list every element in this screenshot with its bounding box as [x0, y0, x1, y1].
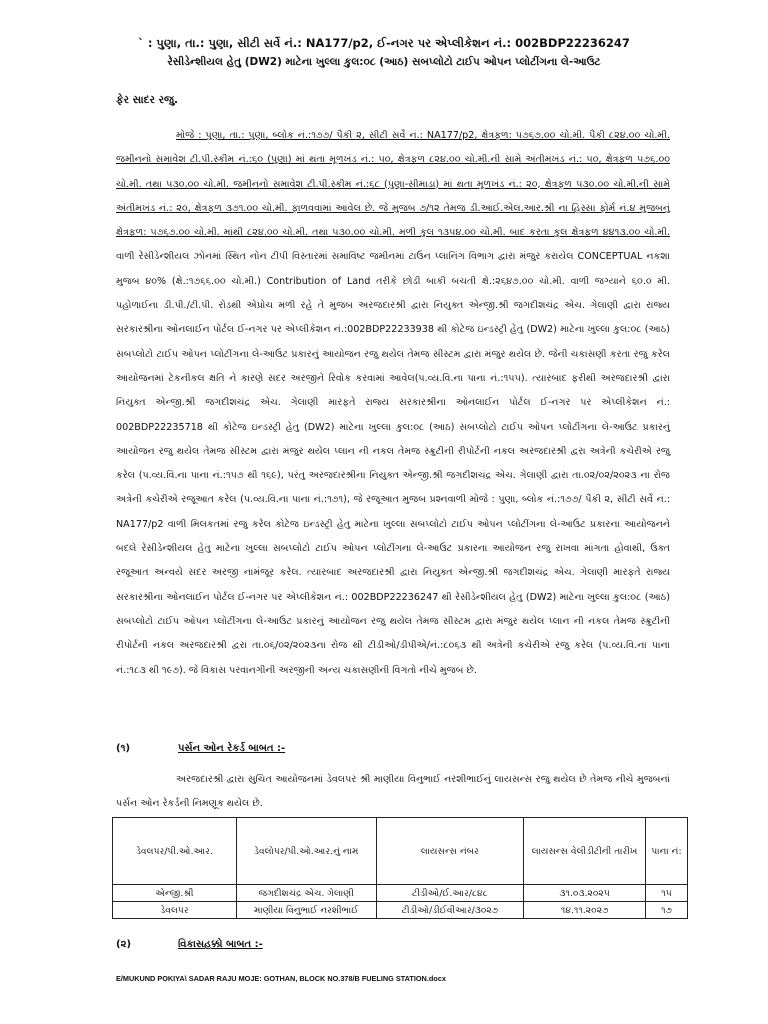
document-footer-path: E/MUKUND POKIYA\ SADAR RAJU MOJE: GOTHAN, BLOCK NO.378/B FUELING STATION.docx [116, 974, 446, 983]
table-cell: ૧૭ [646, 902, 688, 919]
table-cell: ૧૫ [646, 885, 688, 902]
section-1-paragraph [116, 768, 670, 816]
table-header-cell: લાયસન્સ નંબર [376, 818, 524, 885]
table-header-cell: ડેવલપર/પી.ઓ.આર. [113, 818, 237, 885]
table-header-cell: ડેવલોપર/પી.ઓ.આર.નું નામ [236, 818, 376, 885]
table-cell: ટીડીઓ/ડીઈવીઆર/૩૦૨૭ [376, 902, 524, 919]
document-header-line1: ` : પુણા, તા.: પુણા, સીટી સર્વે નં.: NA177/p2, ઈ-નગર પર એપ્લીકેશન નં.: 002BDP22236247 [138, 36, 630, 50]
salutation: ફેર સાદર રજુ. [116, 94, 178, 106]
table-cell: ૩૧.૦૩.૨૦૨૫ [524, 885, 646, 902]
main-paragraph-underlined: મોજે : પુણા, તા.: પુણા, બ્લોક નં.:૧૭૭/ પૈકી ૨, સીટી સર્વે નં.: NA177/p2, ક્ષેત્રફળ: ૫૭૬૭.૦૦ ચો.મી. પૈકી ૮૨૪.૦૦ ચો.મી. જમીનનો સમાવેશ ટી.પી.સ્કીમ નં.:૬૦ (પુણા) માં થતા મૂળખંડ નં.: ૫૦, ક્ષેત્રફળ ૮૨૪.૦૦ ચો.મી.ની સામે અંતીમખંડ નં.: ૫૦, ક્ષેત્રફળ ૫૭૬.૦૦ ચો.મી. તથા ૫૩૦.૦૦ ચો.મી. જમીનનો સમાવેશ ટી.પી.સ્કીમ નં.:૬૮ (પુણા-સીમાડા) માં થતા મૂળખંડ નં.: ૨૦, ક્ષેત્રફળ ૫૩૦.૦૦ ચો.મી.ની સામે અંતીમખંડ નં.: ૨૦, ક્ષેત્રફળ ૩૭૧.૦૦ ચો.મી. ફાળવવામાં આવેલ છે. જે મુજબ ૭/૧૨ તેમજ ડી.આઈ.એલ.આર.શ્રી ના હિસ્સા ફોર્મ નં.૪ મુજબનું ક્ષેત્રફળ: ૫૭૬૭.૦૦ ચો.મી. માંથી ૮૨૪.૦૦ ચો.મી. તથા ૫૩૦.૦૦ ચો.મી. મળી કુલ ૧૩૫૪.૦૦ ચો.મી. બાદ કરતા કુલ ક્ષેત્રફળ ૪૪૧૩.૦૦ ચો.મી. [116, 130, 670, 239]
section-2-number: (૨) [116, 939, 132, 950]
table-header-cell: પાના નં: [646, 818, 688, 885]
table-cell: ડેવલપર [113, 902, 237, 919]
section-1-title: પર્સન ઓન રેકર્ડ બાબત :- [178, 743, 286, 754]
section-1-heading [116, 743, 285, 754]
table-cell: માણીયા વિનુભાઈ નરશીભાઈ [236, 902, 376, 919]
main-paragraph-rest: વાળી રેસીડેન્શીયલ ઝોનમાં સ્થિત નોન ટીપી વિસ્તારમાં સમાવિષ્ટ જમીનમાં ટાઉન પ્લાનિંગ વિભાગ દ્વારા મંજુર કરાયેલ CONCEPTUAL નકશા મુજબ ૪૦% (ક્ષે.:૧૭૬૬.૦૦ ચો.મી.) Contribution of Land તરીકે છોડી બાકી બચતી ક્ષે.:૨૬૪૭.૦૦ ચો.મી. વાળી જગ્યાને ૬૦.૦ મી. પહોળાઈના ડી.પી./ટી.પી. રોડથી એપ્રોચ મળી રહે તે મુજબ અરજદારશ્રી દ્વારા નિયુક્ત એન્જી.શ્રી જગદીશચંદ્ર એચ. ગેલાણી દ્વારા રાજ્ય સરકારશ્રીના ઓનલાઈન પોર્ટલ ઈ-નગર પર એપ્લીકેશન નં.:002BDP22233938 થી કોટેજ ઇન્ડસ્ટ્રી હેતુ (DW2) માટેના ખુલ્લા કુલ:૦૮ (આઠ) સબપ્લોટો ટાઈપ ઓપન પ્લોટીંગના લે-આઉટ પ્રકારનું આયોજન રજુ થયેલ તેમજ સીસ્ટમ દ્વારા મંજુર થયેલ છે. જેની ચકાસણી કરતા રજુ કરેલ આયોજનમાં ટેકનીકલ ક્ષતિ ને કારણે સદર અરજીને રિવોક કરવામાં આવેલ(પ.વ્ય.વિ.ના પાના નં.:૧૫૫). ત્યારબાદ ફરીથી અરજદારશ્રી દ્વારા નિયુક્ત એન્જી.શ્રી જગદીશચંદ્ર એચ. ગેલાણી મારફતે રાજ્ય સરકારશ્રીના ઓનલાઈન પોર્ટલ ઈ-નગર પર એપ્લીકેશન નં.: 002BDP22235718 થી કોટેજ ઇન્ડસ્ટ્રી હેતુ (DW2) માટેના ખુલ્લા કુલ:૦૮ (આઠ) સબપ્લોટો ટાઈપ ઓપન પ્લોટીંગના લે-આઉટ પ્રકારનું આયોજન રજુ થયેલ તેમજ સીસ્ટમ દ્વારા મંજુર થયેલ પ્લાન ની નકલ તેમજ સ્ક્રુટીની રીપોર્ટની નકલ અરજદારશ્રી દ્વરા અત્રેની કચેરીએ રજુ કરેલ (પ.વ્ય.વિ.ના પાના નં.:૧૫૭ થી ૧૬૯), પરંતુ અરજદારશ્રીના નિયુક્ત એન્જી.શ્રી જગદીશચંદ્ર એચ. ગેલાણી દ્વારા તા.૦૨/૦૨/૨૦૨૩ ના રોજ અત્રેની કચેરીએ રજૂઆત કરેલ (પ.વ્ય.વિ.ના પાના નં.:૧૭૧), જે રજૂઆત મુજબ પ્રશ્નવાળી મોજે : પુણા, બ્લોક નં.:૧૭૭/ પૈકી ૨, સીટી સર્વે નં.: NA177/p2 વાળી મિલકતમાં રજુ કરેલ કોટેજ ઇન્ડસ્ટ્રી હેતુ માટેના ખુલ્લા સબપ્લોટો ટાઈપ ઓપન પ્લોટીંગના લે-આઉટ પ્રકારના આયોજનને બદલે રેસીડેન્શીયલ હેતુ માટેના ખુલ્લા સબપ્લોટો ટાઈપ ઓપન પ્લોટીંગના લે-આઉટ પ્રકારના આયોજન રજુ રાખવા માંગતા હોવાથી, ઉક્ત રજૂઆત અન્વયે સદર અરજી નામંજૂર કરેલ. ત્યારબાદ અરજદારશ્રી દ્વારા નિયુક્ત એન્જી.શ્રી જગદીશચંદ્ર એચ. ગેલાણી મારફતે રાજ્ય સરકારશ્રીના ઓનલાઈન પોર્ટલ ઈ-નગર પર એપ્લીકેશન નં.: 002BDP22236247 થી રેસીડેન્શીયલ હેતુ (DW2) માટેના ખુલ્લા કુલ:૦૮ (આઠ) સબપ્લોટો ટાઈપ ઓપન પ્લોટીંગના લે-આઉટ પ્રકારનું આયોજન રજુ થયેલ તેમજ સીસ્ટમ દ્વારા મંજુર થયેલ પ્લાન ની નકલ તેમજ સ્ક્રુટીની રીપોર્ટની નકલ અરજદારશ્રી દ્વરા તા.૦૬/૦૨/૨૦૨૩ના રોજ થી ટીડીઓ/ડીપીએ/નં.:૮૦૬૩ થી અત્રેની કચેરીએ રજુ કરેલ (પ.વ્ય.વિ.ના પાના નં.:૧૮૩ થી ૧૯૭). જે વિકાસ પરવાનગીની અરજીની અન્ય ચકાસણીની વિગતો નીચે મુજબ છે. [116, 251, 670, 676]
table-header-cell: લાયસન્સ વેલીડીટીની તારીખ [524, 818, 646, 885]
table-header-row [113, 818, 688, 885]
table-cell: જગદીશચંદ્ર એચ. ગેલાણી [236, 885, 376, 902]
table-cell: ટીડીઓ/ઈ.આર/૮૪૮ [376, 885, 524, 902]
table-cell: ૧૪.૧૧.૨૦૨૭ [524, 902, 646, 919]
section-2-title: વિકાસહક્કો બાબત :- [178, 939, 263, 950]
main-paragraph [116, 124, 670, 683]
table-row [113, 885, 688, 902]
document-header-line2: રેસીડેન્શીયલ હેતુ (DW2) માટેના ખુલ્લા કુલ:૦૮ (આઠ) સબપ્લોટો ટાઈપ ઓપન પ્લોટીંગના લે-આઉટ [167, 56, 601, 68]
section-1-number: (૧) [116, 743, 131, 754]
section-2-heading [116, 939, 263, 950]
table-row [113, 902, 688, 919]
license-table [112, 817, 688, 919]
section-1-text: અરજદારશ્રી દ્વારા સુચિત આયોજનમાં ડેવલપર શ્રી માણીયા વિનુભાઈ નરશીભાઈનું લાયસન્સ રજુ થયેલ છે તેમજ નીચે મુજબનાં પર્સન ઓન રેકર્ડની નિમણૂક થયેલ છે. [116, 774, 670, 809]
table-cell: એન્જી.શ્રી [113, 885, 237, 902]
